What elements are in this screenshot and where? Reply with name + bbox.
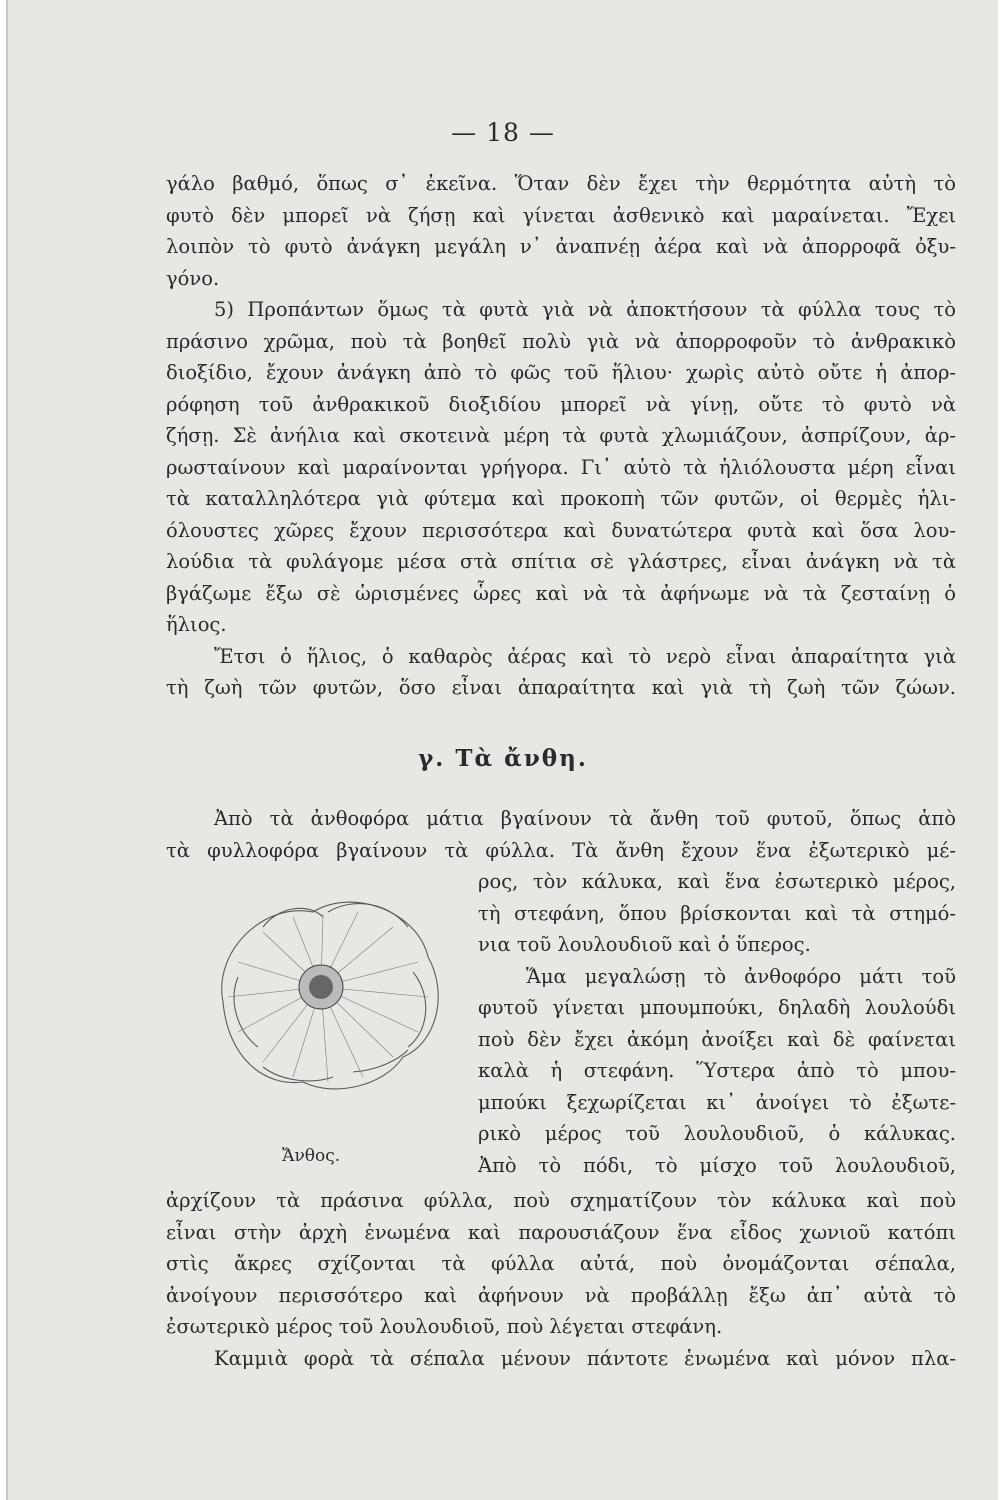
text-line: ποὺ δὲν ἔχει ἀκόμη ἀνοίξει καὶ δὲ φαίνεται [478,1027,956,1051]
text-line: λοιπὸν τὸ φυτὸ ἀνάγκη μεγάλη ν᾽ ἀναπνέῃ ἀέρα καὶ νὰ ἀπορροφᾶ ὀξυ- [166,235,956,258]
text-line: ἐσωτερικὸ μέρος τοῦ λουλουδιοῦ, ποὺ λέγεται στεφάνη. [166,1315,723,1338]
text-line: γάλο βαθμό, ὅπως σ᾽ ἐκεῖνα. Ὅταν δὲν ἔχει τὴν θερμότητα αὐτὴ τὸ [166,172,956,195]
flower-drawing [203,882,453,1107]
text-line: τὴ στεφάνη, ὅπου βρίσκονται καὶ τὰ στημό- [478,901,956,925]
text-line: διοξίδιο, ἔχουν ἀνάγκη ἀπὸ τὸ φῶς τοῦ ἥλιου· χωρὶς αὐτὸ οὔτε ἡ ἀπορ- [166,361,956,384]
text-line: ἀρχίζουν τὰ πράσινα φύλλα, ποὺ σχηματίζουν τὸν κάλυκα καὶ ποὺ [166,1189,956,1212]
text-line: ρωσταίνουν καὶ μαραίνονται γρήγορα. Γι᾽ αὐτὸ τὰ ἡλιόλουστα μέρη εἶναι [166,455,956,479]
text-line: νια τοῦ λουλουδιοῦ καὶ ὁ ὕπερος. [478,933,811,956]
text-line: ἀνοίγουν περισσότερο καὶ ἀφήνουν νὰ προβάλλῃ ἔξω ἀπ᾽ αὐτὰ τὸ [166,1283,956,1307]
text-line: γόνο. [166,266,220,290]
text-line: ζήσῃ. Σὲ ἀνήλια καὶ σκοτεινὰ μέρη τὰ φυτὰ χλωμιάζουν, ἀσπρίζουν, ἀρ- [166,424,956,447]
text-line: λούδια τὰ φυλάγομε μέσα στὰ σπίτια σὲ γλάστρες, εἶναι ἀνάγκη νὰ τὰ [166,550,956,573]
figure-caption: Ἄνθος. [282,1146,341,1166]
book-page [6,0,998,1500]
text-line: Ἀπὸ τὰ ἀνθοφόρα μάτια βγαίνουν τὰ ἄνθη τοῦ φυτοῦ, ὅπως ἀπὸ [214,807,956,830]
text-line: Ἅμα μεγαλώσῃ τὸ ἀνθοφόρο μάτι τοῦ [526,964,956,988]
text-line: τὴ ζωὴ τῶν φυτῶν, ὅσο εἶναι ἀπαραίτητα καὶ γιὰ τὴ ζωὴ τῶν ζώων. [166,676,956,699]
text-line: βγάζωμε ἔξω σὲ ὡρισμένες ὧρες καὶ νὰ τὰ ἀφήνωμε νὰ τὰ ζεσταίνῃ ὁ [166,581,956,605]
page-number: — 18 — [451,118,555,147]
text-line: ρόφηση τοῦ ἀνθρακικοῦ διοξιδίου μπορεῖ νὰ γίνῃ, οὔτε τὸ φυτὸ νὰ [166,392,956,416]
text-line: καλὰ ἡ στεφάνη. Ὕστερα ἀπὸ τὸ μπου- [478,1059,956,1082]
text-line: εἶναι στὴν ἀρχὴ ἑνωμένα καὶ παρουσιάζουν ἕνα εἶδος χωνιοῦ κατόπι [166,1220,956,1244]
text-line: τὰ καταλληλότερα γιὰ φύτεμα καὶ προκοπὴ τῶν φυτῶν, οἱ θερμὲς ἡλι- [166,487,956,510]
body-text-section [166,803,956,866]
text-line: φυτὸ δὲν μπορεῖ νὰ ζήσῃ καὶ γίνεται ἀσθενικὸ καὶ μαραίνεται. Ἔχει [166,203,956,227]
text-line: Ἔτσι ὁ ἥλιος, ὁ καθαρὸς ἀέρας καὶ τὸ νερὸ εἶναι ἀπαραίτητα γιὰ [214,644,956,668]
text-line: τὰ φυλλοφόρα βγαίνουν τὰ φύλλα. Τὰ ἄνθη ἔχουν ἕνα ἐξωτερικὸ μέ- [166,838,956,862]
body-text-wrapped [478,866,956,1181]
text-line: φυτοῦ γίνεται μπουμπούκι, δηλαδὴ λουλούδι [478,996,956,1019]
text-line: ρος, τὸν κάλυκα, καὶ ἕνα ἐσωτερικὸ μέρος, [478,870,956,893]
text-line: όλουστες χῶρες ἔχουν περισσότερα καὶ δυνατώτερα φυτὰ καὶ ὅσα λου- [166,518,956,542]
text-line: στὶς ἄκρες σχίζονται τὰ φύλλα αὐτά, ποὺ ὀνομάζονται σέπαλα, [166,1252,956,1275]
text-line: ρικὸ μέρος τοῦ λουλουδιοῦ, ὁ κάλυκας. [478,1122,956,1145]
text-line: πράσινο χρῶμα, ποὺ τὰ βοηθεῖ πολὺ γιὰ νὰ ἀπορροφοῦν τὸ ἀνθρακικὸ [166,329,956,353]
body-text-top [166,168,956,704]
text-line: ἥλιος. [166,613,227,636]
text-line: Καμμιὰ φορὰ τὰ σέπαλα μένουν πάντοτε ἑνωμένα καὶ μόνον πλα- [214,1346,956,1370]
section-heading: γ. Τὰ ἄνθη. [418,745,588,772]
body-text-bottom [166,1185,956,1374]
text-line: μπούκι ξεχωρίζεται κι᾽ ἀνοίγει τὸ ἐξωτε- [478,1090,956,1114]
flower-illustration [203,882,453,1107]
text-line: 5) Προπάντων ὅμως τὰ φυτὰ γιὰ νὰ ἀποκτήσουν τὰ φύλλα τους τὸ [214,298,956,321]
text-line: Ἀπὸ τὸ πόδι, τὸ μίσχο τοῦ λουλουδιοῦ, [478,1153,956,1177]
